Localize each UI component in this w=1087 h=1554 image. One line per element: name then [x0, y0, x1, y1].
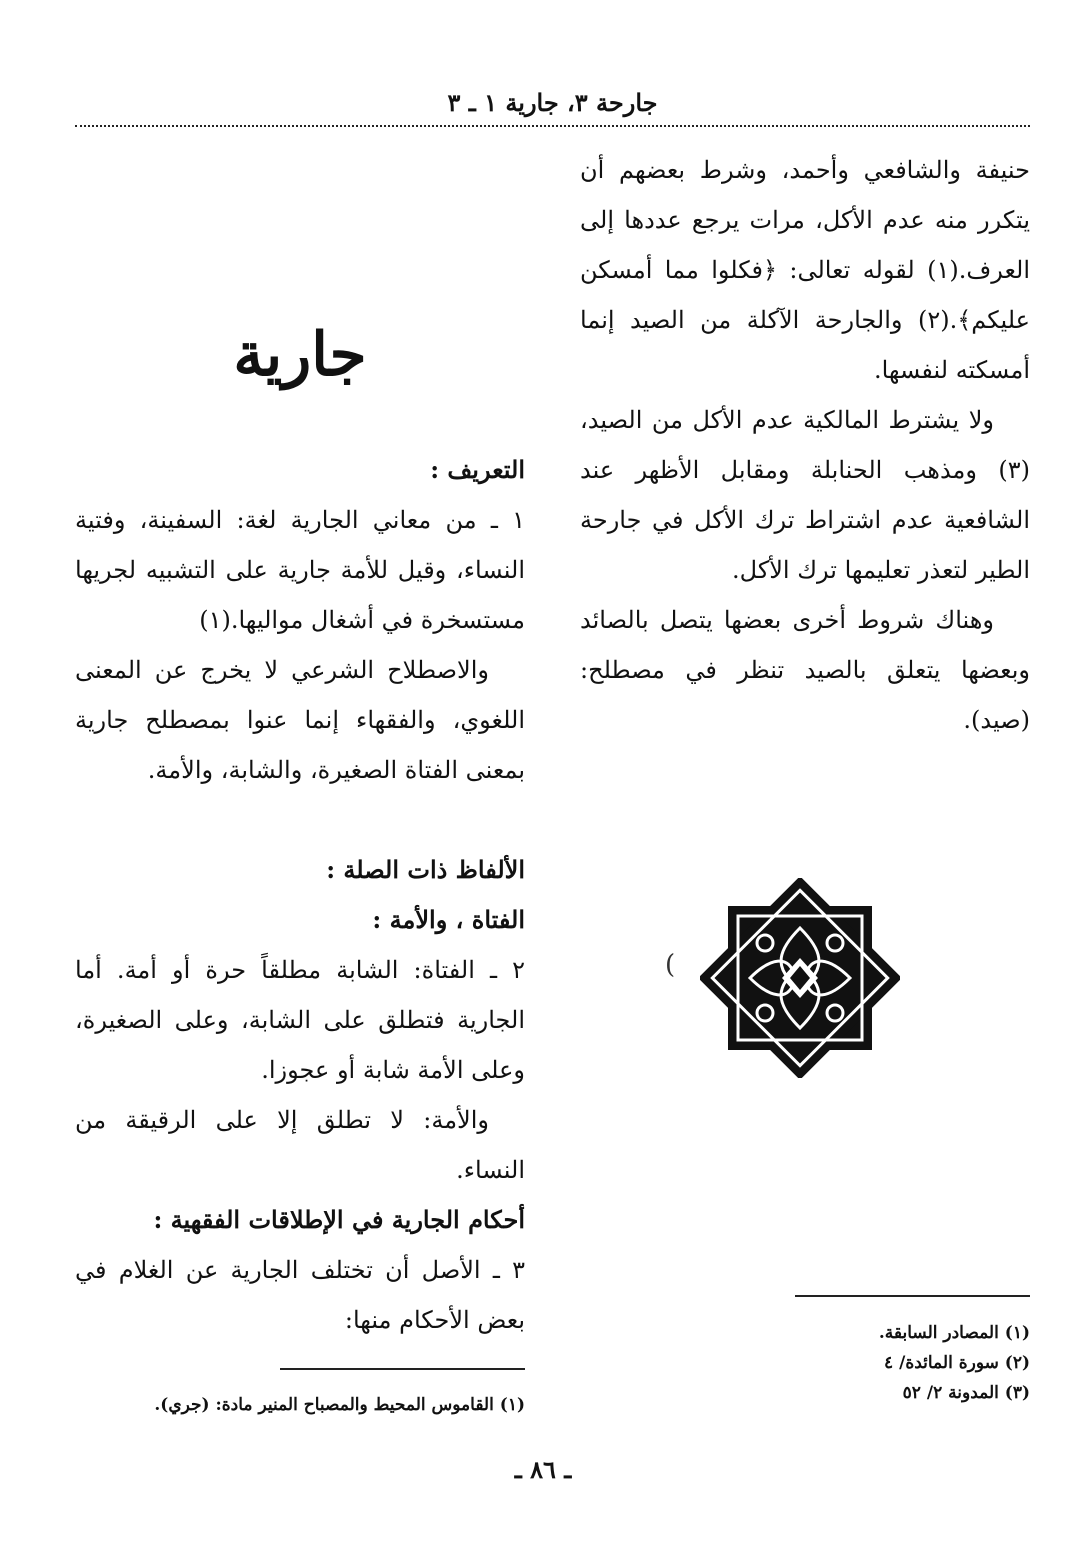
footnotes-right: [795, 1318, 1030, 1408]
right-paragraph-1: حنيفة والشافعي وأحمد، وشرط بعضهم أن يتكرر منه عدم الأكل، مرات يرجع عددها إلى العرف.(١) لقوله تعالى: ﴿فكلوا مما أمسكن عليكم﴾.(٢) والجارحة الآكلة من الصيد إنما أمسكته لنفسها.: [580, 156, 1030, 384]
related-terms-heading: الألفاظ ذات الصلة :: [326, 855, 525, 884]
footnote-right-3: (٣) المدونة ٢/ ٥٢: [902, 1383, 1030, 1403]
rulings-paragraph-1: ٣ ـ الأصل أن تختلف الجارية عن الغلام في بعض الأحكام منها:: [75, 1256, 525, 1334]
entry-title: جارية: [233, 320, 367, 390]
related-terms-subheading: الفتاة ، والأمة :: [372, 905, 525, 934]
section-spacer: [75, 795, 525, 845]
right-paragraph-3: وهناك شروط أخرى بعضها يتصل بالصائد وبعضها يتعلق بالصيد تنظر في مصطلح: (صيد).: [580, 606, 1030, 734]
definition-paragraph-1: ١ ـ من معاني الجارية لغة: السفينة، وفتية النساء، وقيل للأمة جارية على التشبيه لجريها مستسخرة في أشغال مواليها.(١): [75, 506, 525, 634]
header-dotted-rule: [75, 125, 1030, 127]
related-paragraph-2: والأمة: لا تطلق إلا على الرقيقة من النساء.: [75, 1106, 525, 1184]
right-paragraph-2: ولا يشترط المالكية عدم الأكل من الصيد،(٣) ومذهب الحنابلة ومقابل الأظهر عند الشافعية عدم اشتراط ترك الأكل في جارحة الطير لتعذر تعليمها ترك الأكل.: [580, 406, 1030, 584]
footnote-left: (١) القاموس المحيط والمصباح المنير مادة: (جري).: [154, 1395, 525, 1415]
running-header: جارحة ٣، جارية ١ ـ ٣: [447, 88, 658, 117]
footnote-right-1: (١) المصادر السابقة.: [878, 1323, 1030, 1343]
rulings-heading: أحكام الجارية في الإطلاقات الفقهية :: [153, 1205, 525, 1234]
footnote-right-2: (٢) سورة المائدة/ ٤: [884, 1353, 1030, 1373]
right-column: [580, 145, 1030, 745]
page-number: ـ ٨٦ ـ: [514, 1455, 572, 1484]
footnote-rule-right: [795, 1295, 1030, 1297]
footnote-rule-left: [280, 1368, 525, 1370]
definition-heading: التعريف :: [430, 455, 525, 484]
left-column: [75, 445, 525, 1345]
definition-paragraph-2: والاصطلاح الشرعي لا يخرج عن المعنى اللغوي، والفقهاء إنما عنوا بمصطلح جارية بمعنى الفتاة الصغيرة، والشابة، والأمة.: [75, 656, 525, 784]
ornament-bracket: (: [665, 950, 676, 980]
star-ornament-icon: [700, 878, 900, 1078]
related-paragraph-1: ٢ ـ الفتاة: الشابة مطلقاً حرة أو أمة. أما الجارية فتطلق على الشابة، وعلى الصغيرة، وعلى الأمة شابة أو عجوزا.: [75, 956, 525, 1084]
